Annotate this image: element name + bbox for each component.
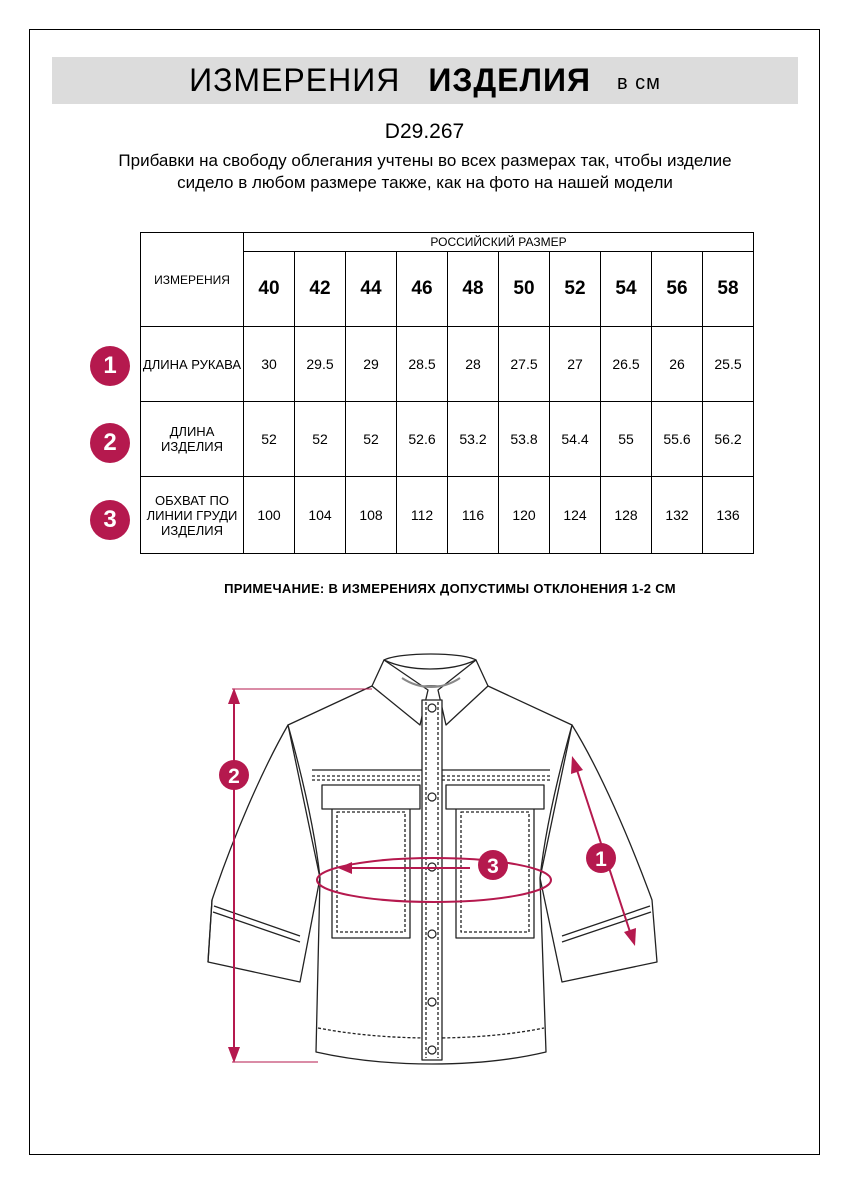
value-cell: 136: [703, 477, 754, 554]
value-cell: 28.5: [397, 327, 448, 402]
table-row: [141, 327, 754, 402]
row-label: ДЛИНА ИЗДЕЛИЯ: [141, 402, 244, 477]
value-cell: 25.5: [703, 327, 754, 402]
left-pocket: [332, 806, 410, 938]
drawing-badge-1: 1: [595, 848, 607, 871]
article-number: D29.267: [384, 120, 465, 143]
title-part1: ИЗМЕРЕНИЯ: [189, 62, 401, 98]
size-cell: 40: [244, 252, 295, 327]
note: ПРИМЕЧАНИЕ: В ИЗМЕРЕНИЯХ ДОПУСТИМЫ ОТКЛОНЕНИЯ 1-2 СМ: [224, 581, 676, 596]
title-unit: в см: [616, 72, 661, 94]
value-cell: 53.2: [448, 402, 499, 477]
title-bar: [52, 57, 798, 104]
button: [428, 704, 436, 712]
value-cell: 108: [346, 477, 397, 554]
size-table: [140, 232, 754, 554]
row-label: ДЛИНА РУКАВА: [141, 327, 244, 402]
value-cell: 55: [601, 402, 652, 477]
button: [428, 793, 436, 801]
table-row: [141, 477, 754, 554]
value-cell: 53.8: [499, 402, 550, 477]
value-cell: 52: [346, 402, 397, 477]
size-cell: 52: [550, 252, 601, 327]
value-cell: 30: [244, 327, 295, 402]
value-cell: 128: [601, 477, 652, 554]
drawing-badge-3: 3: [487, 855, 499, 878]
value-cell: 124: [550, 477, 601, 554]
shirt-drawing: [0, 600, 849, 1080]
size-cell: 48: [448, 252, 499, 327]
value-cell: 52: [244, 402, 295, 477]
size-cell: 50: [499, 252, 550, 327]
drawing-badge-2: 2: [228, 765, 240, 788]
value-cell: 26.5: [601, 327, 652, 402]
size-cell: 58: [703, 252, 754, 327]
value-cell: 116: [448, 477, 499, 554]
size-cell: 54: [601, 252, 652, 327]
row-badge-2: 2: [90, 423, 130, 463]
table-row: [141, 402, 754, 477]
row-badge-3: 3: [90, 500, 130, 540]
value-cell: 132: [652, 477, 703, 554]
button: [428, 998, 436, 1006]
size-cell: 44: [346, 252, 397, 327]
row-label: ОБХВАТ ПО ЛИНИИ ГРУДИ ИЗДЕЛИЯ: [141, 477, 244, 554]
value-cell: 54.4: [550, 402, 601, 477]
length-arrow-head-top: [228, 688, 240, 704]
value-cell: 52: [295, 402, 346, 477]
value-cell: 120: [499, 477, 550, 554]
value-cell: 56.2: [703, 402, 754, 477]
size-cell: 56: [652, 252, 703, 327]
button: [428, 1046, 436, 1054]
value-cell: 104: [295, 477, 346, 554]
button: [428, 930, 436, 938]
value-cell: 27: [550, 327, 601, 402]
value-cell: 28: [448, 327, 499, 402]
value-cell: 26: [652, 327, 703, 402]
description: Прибавки на свободу облегания учтены во всех размерах так, чтобы изделие сидело в любом размере также, как на фото на нашей модели: [118, 151, 732, 192]
right-pocket-flap: [446, 785, 544, 809]
left-pocket-flap: [322, 785, 420, 809]
collar-band: [384, 654, 476, 669]
measure-header: ИЗМЕРЕНИЯ: [141, 233, 244, 327]
value-cell: 52.6: [397, 402, 448, 477]
length-arrow-head-bottom: [228, 1047, 240, 1063]
value-cell: 55.6: [652, 402, 703, 477]
size-cell: 42: [295, 252, 346, 327]
value-cell: 112: [397, 477, 448, 554]
value-cell: 27.5: [499, 327, 550, 402]
size-cell: 46: [397, 252, 448, 327]
value-cell: 29: [346, 327, 397, 402]
value-cell: 100: [244, 477, 295, 554]
title-part2: ИЗДЕЛИЯ: [428, 62, 591, 98]
size-header: РОССИЙСКИЙ РАЗМЕР: [244, 233, 754, 252]
row-badge-1: 1: [90, 346, 130, 386]
value-cell: 29.5: [295, 327, 346, 402]
